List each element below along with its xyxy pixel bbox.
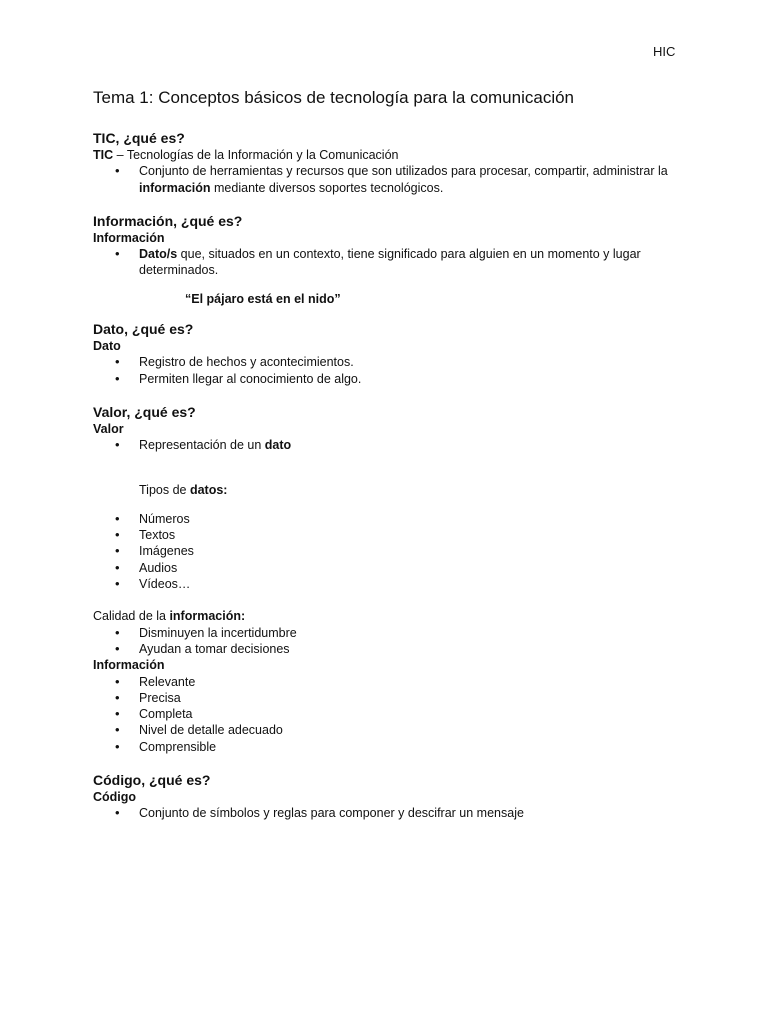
valor-list [93, 437, 693, 453]
list-item: • Audios [93, 560, 693, 576]
tic-bullet-text: Conjunto de herramientas y recursos que son utilizados para procesar, compartir, administrar la [139, 164, 668, 179]
list-item: • Completa [93, 706, 693, 722]
header-code: HIC [653, 44, 676, 59]
calidad-term: Información [93, 658, 165, 673]
list-item: • Relevante [93, 674, 693, 690]
calidad-props-list [93, 674, 693, 755]
list-item: • Permiten llegar al conocimiento de algo. [93, 371, 693, 387]
dato-term: Dato [93, 339, 121, 354]
tipos-label-bold: datos: [189, 483, 228, 498]
valor-bullet-text: Representación de un [139, 438, 265, 453]
calidad-label-text: Calidad de la [93, 609, 170, 624]
calidad-label [93, 608, 693, 624]
list-item: • Vídeos… [93, 576, 693, 592]
calidad-label-bold: información: [169, 609, 246, 624]
tic-bullet-text-end: mediante diversos soportes tecnológicos. [210, 180, 444, 195]
informacion-heading: Información, ¿qué es? [93, 212, 243, 229]
tic-bullet-bold: información [139, 180, 211, 195]
tic-list [93, 163, 693, 196]
valor-heading: Valor, ¿qué es? [93, 403, 196, 420]
tic-definition-text: – Tecnologías de la Información y la Comunicación [113, 148, 399, 162]
valor-bullet-bold: dato [264, 438, 292, 453]
calidad-list [93, 625, 693, 658]
list-item: • Registro de hechos y acontecimientos. [93, 354, 693, 370]
list-item: • Precisa [93, 690, 693, 706]
codigo-list [93, 805, 693, 821]
tipos-label-text: Tipos de [139, 483, 190, 498]
informacion-list [93, 246, 693, 279]
list-item: • Ayudan a tomar decisiones [93, 641, 693, 657]
codigo-heading: Código, ¿qué es? [93, 772, 211, 789]
valor-term: Valor [93, 421, 124, 436]
list-item: • Comprensible [93, 739, 693, 755]
tic-term: TIC [93, 148, 114, 162]
list-item: • Textos [93, 527, 693, 543]
list-item [93, 246, 693, 279]
list-item: • Números [93, 511, 693, 527]
informacion-bullet-bold: Dato/s [139, 247, 178, 262]
tipos-list [93, 511, 693, 592]
list-item: • Imágenes [93, 543, 693, 559]
list-item [93, 163, 693, 196]
list-item: • Conjunto de símbolos y reglas para componer y descifrar un mensaje [93, 805, 693, 821]
informacion-bullet-text: que, situados en un contexto, tiene significado para alguien en un momento y lugar determinados. [139, 247, 641, 278]
tic-definition [93, 147, 693, 163]
list-item: • Nivel de detalle adecuado [93, 722, 693, 738]
dato-heading: Dato, ¿qué es? [93, 321, 194, 338]
list-item: • Disminuyen la incertidumbre [93, 625, 693, 641]
document-body [93, 87, 693, 822]
tic-heading: TIC, ¿qué es? [93, 130, 185, 146]
codigo-term: Código [93, 790, 137, 805]
list-item [93, 437, 693, 453]
dato-list [93, 354, 693, 387]
informacion-quote: “El pájaro está en el nido” [185, 292, 341, 307]
informacion-term: Información [93, 230, 165, 245]
tipos-label [93, 482, 693, 498]
page-title: Tema 1: Conceptos básicos de tecnología para la comunicación [93, 88, 575, 107]
